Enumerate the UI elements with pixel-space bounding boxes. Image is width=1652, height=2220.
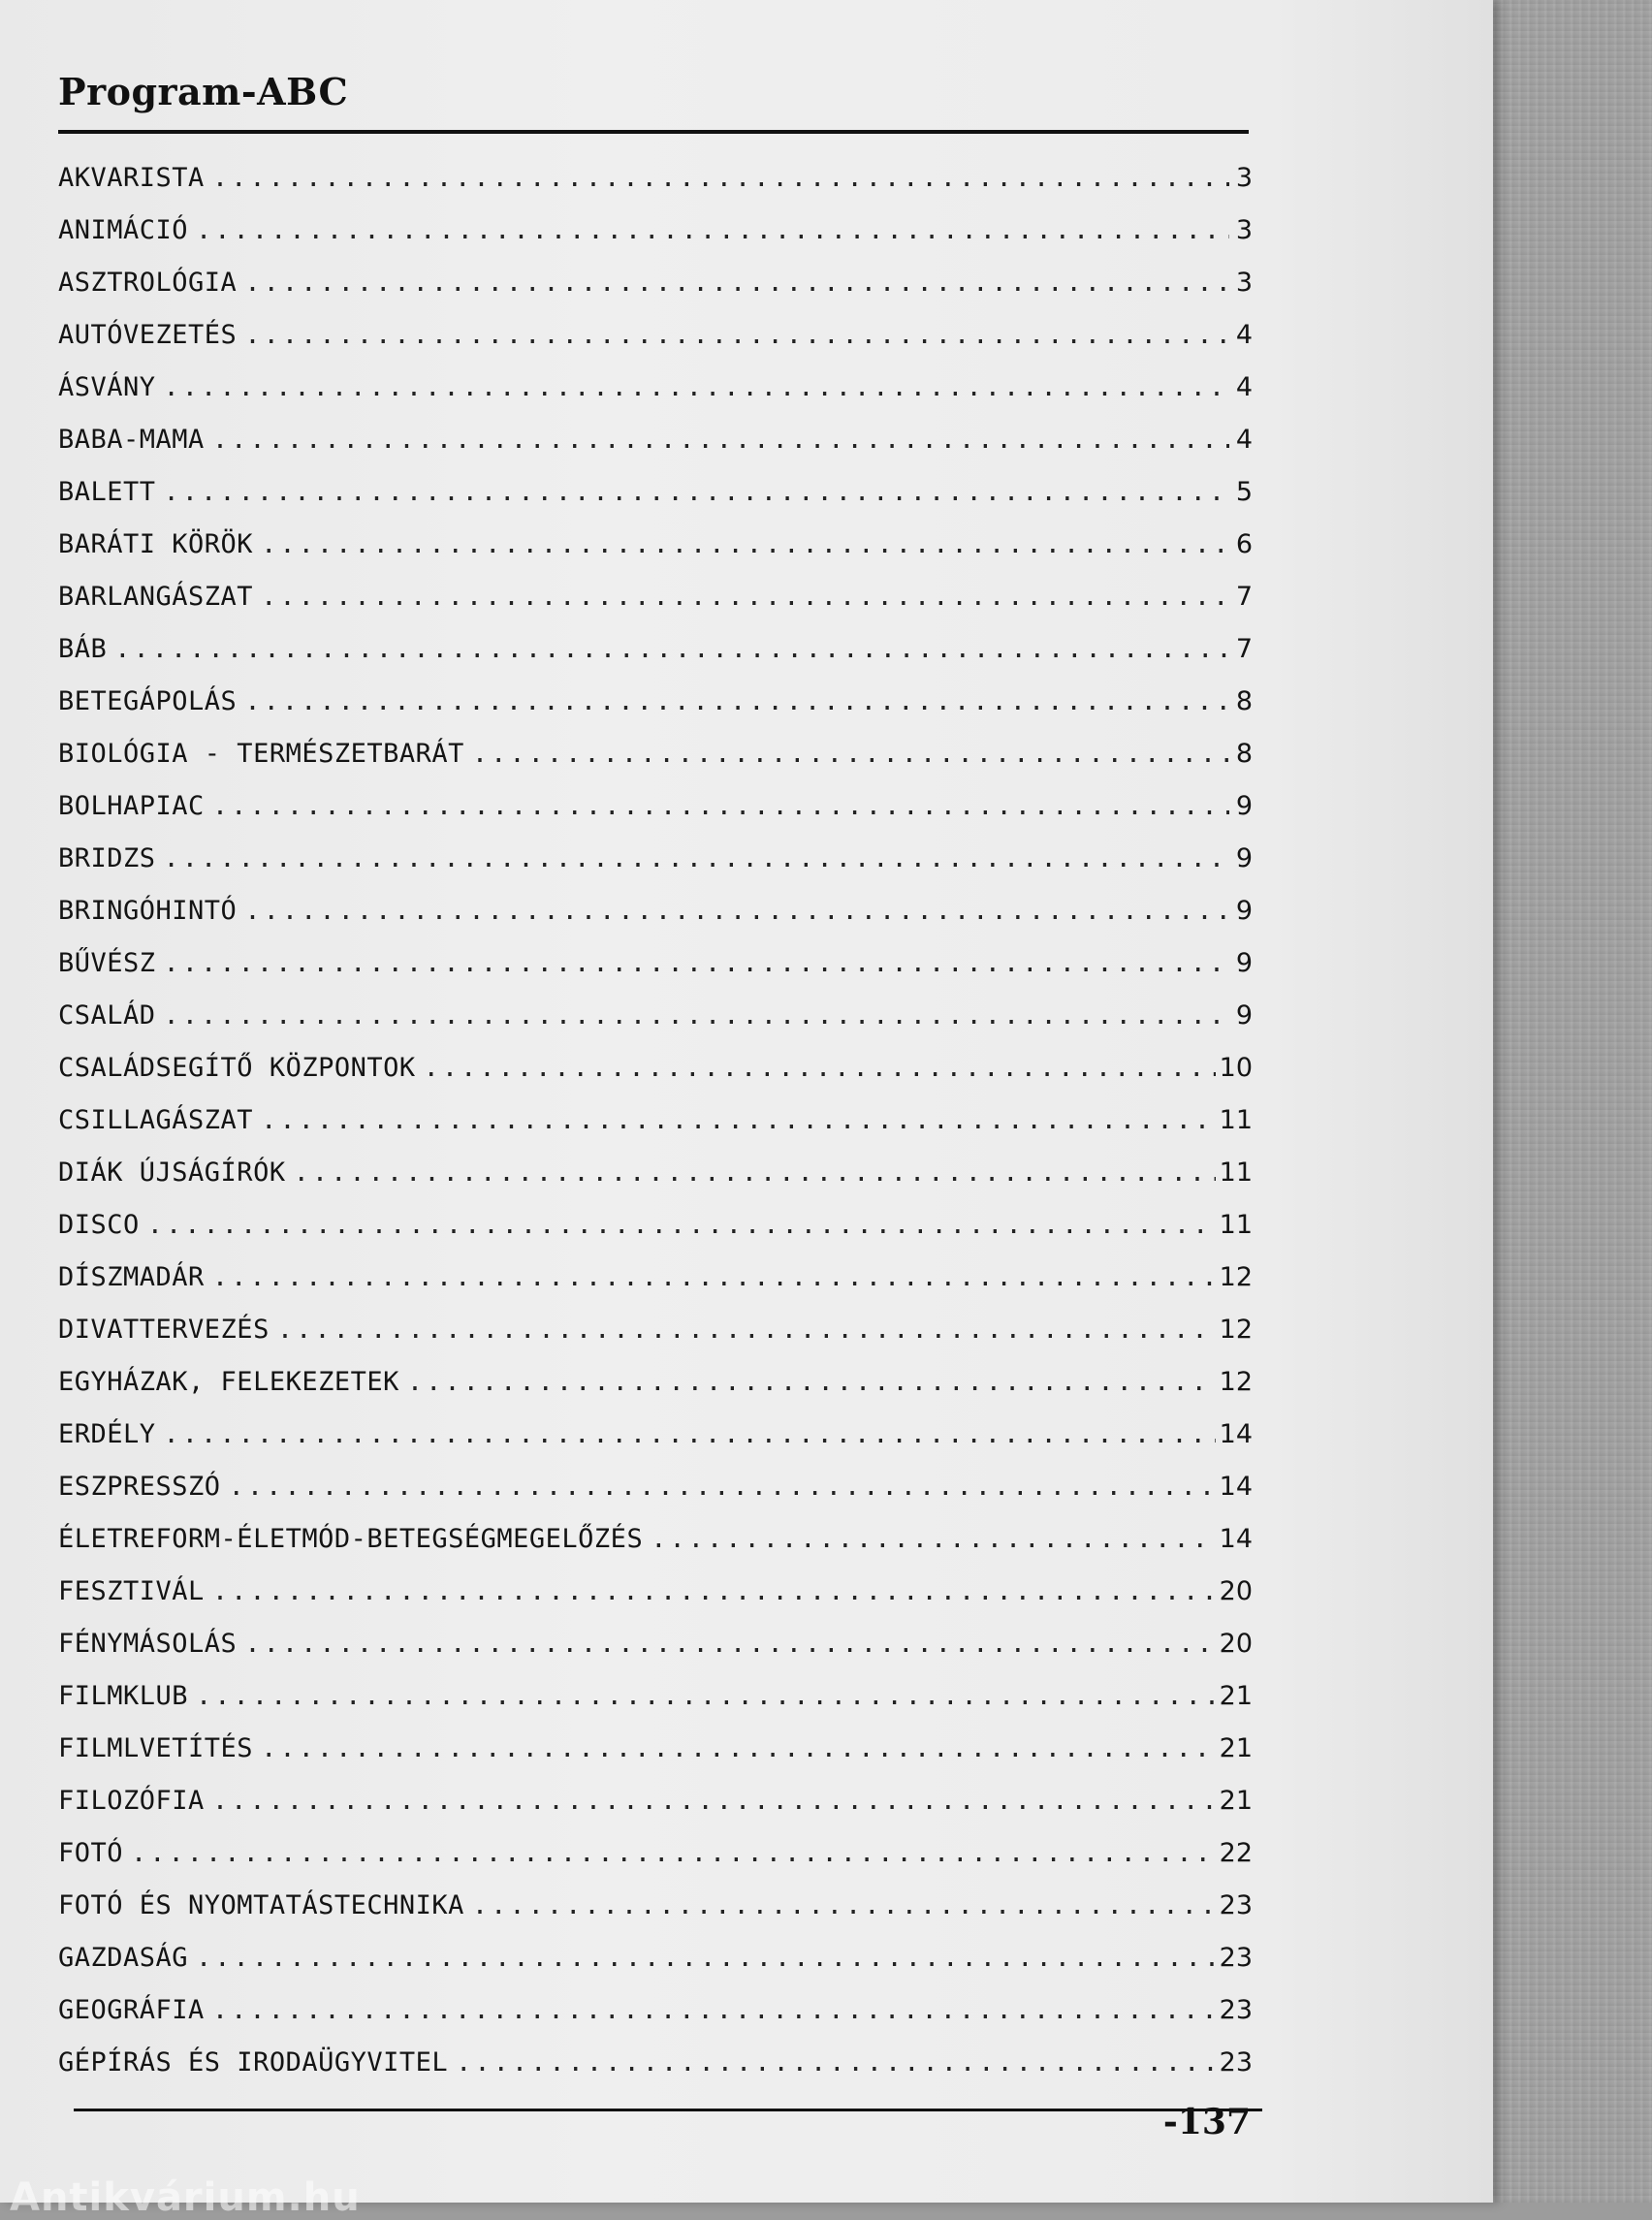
toc-entry (58, 1576, 1253, 1629)
toc-entry-label: BETEGÁPOLÁS (58, 686, 238, 716)
toc-entry-page: 11 (1219, 1158, 1253, 1188)
toc-entry (58, 163, 1253, 215)
toc-entry (58, 791, 1253, 843)
toc-entry-label: CSALÁD (58, 1000, 156, 1031)
dot-leader (456, 2047, 1216, 2077)
toc-entry-page: 7 (1235, 634, 1253, 664)
toc-entry-label: ANIMÁCIÓ (58, 215, 189, 245)
toc-entry-page: 3 (1235, 215, 1253, 245)
toc-entry-label: AKVARISTA (58, 163, 205, 193)
toc-entry-page: 8 (1235, 686, 1253, 716)
dot-leader (424, 1053, 1216, 1083)
toc-entry-page: 10 (1219, 1053, 1253, 1083)
dot-leader (294, 1158, 1216, 1188)
toc-entry-page: 9 (1235, 1000, 1253, 1031)
toc-entry (58, 1472, 1253, 1524)
toc-entry-label: GEOGRÁFIA (58, 1995, 205, 2025)
toc-entry-page: 9 (1235, 843, 1253, 873)
toc-entry (58, 1733, 1253, 1786)
toc-entry (58, 843, 1253, 896)
toc-entry-label: BARÁTI KÖRÖK (58, 529, 254, 559)
toc-entry-page: 23 (1219, 1995, 1253, 2025)
toc-entry-page: 21 (1219, 1786, 1253, 1816)
toc-entry-page: 11 (1219, 1105, 1253, 1135)
toc-entry-label: ÉLETREFORM-ÉLETMÓD-BETEGSÉGMEGELŐZÉS (58, 1524, 644, 1554)
toc-entry-page: 23 (1219, 1890, 1253, 1920)
dot-leader (164, 372, 1229, 402)
toc-entry-label: ASZTROLÓGIA (58, 268, 238, 298)
dot-leader (244, 686, 1229, 716)
dot-leader (229, 1472, 1216, 1502)
toc-entry (58, 1943, 1253, 1995)
toc-entry (58, 320, 1253, 372)
dot-leader (212, 425, 1229, 455)
dot-leader (212, 791, 1229, 821)
toc-entry-label: AUTÓVEZETÉS (58, 320, 238, 350)
toc-entry (58, 1367, 1253, 1419)
toc-entry-page: 9 (1235, 791, 1253, 821)
toc-entry-page: 14 (1219, 1524, 1253, 1554)
dot-leader (212, 1576, 1216, 1606)
toc-entry (58, 1053, 1253, 1105)
toc-entry (58, 948, 1253, 1000)
toc-entry (58, 896, 1253, 948)
dot-leader (147, 1210, 1216, 1240)
toc-entry-label: BABA-MAMA (58, 425, 205, 455)
dot-leader (212, 1262, 1216, 1292)
toc-entry-label: CSALÁDSEGÍTŐ KÖZPONTOK (58, 1053, 416, 1083)
toc-entry (58, 1524, 1253, 1576)
dot-leader (212, 163, 1229, 193)
dot-leader (131, 1838, 1216, 1868)
toc-entry (58, 582, 1253, 634)
dot-leader (261, 1733, 1216, 1763)
table-of-contents (58, 163, 1253, 2100)
toc-entry-page: 11 (1219, 1210, 1253, 1240)
toc-entry-label: FILMLVETÍTÉS (58, 1733, 254, 1763)
toc-entry-label: GÉPÍRÁS ÉS IRODAÜGYVITEL (58, 2047, 449, 2077)
toc-entry (58, 1995, 1253, 2047)
toc-entry (58, 1315, 1253, 1367)
toc-entry-page: 7 (1235, 582, 1253, 612)
dot-leader (472, 739, 1229, 769)
dot-leader (196, 215, 1229, 245)
toc-entry-page: 21 (1219, 1733, 1253, 1763)
toc-entry-page: 23 (1219, 1943, 1253, 1973)
toc-entry-label: FOTÓ ÉS NYOMTATÁSTECHNIKA (58, 1890, 464, 1920)
toc-entry-page: 6 (1235, 529, 1253, 559)
dot-leader (244, 268, 1229, 298)
toc-entry-label: ÁSVÁNY (58, 372, 156, 402)
dot-leader (212, 1786, 1216, 1816)
dot-leader (164, 477, 1229, 507)
toc-entry (58, 372, 1253, 425)
toc-entry-page: 20 (1219, 1629, 1253, 1659)
toc-entry-label: BARLANGÁSZAT (58, 582, 254, 612)
toc-entry-page: 12 (1219, 1315, 1253, 1345)
toc-entry (58, 1890, 1253, 1943)
toc-entry-page: 9 (1235, 896, 1253, 926)
watermark: Antikvárium.hu (10, 2175, 361, 2220)
toc-entry (58, 1838, 1253, 1890)
toc-entry (58, 1000, 1253, 1053)
toc-entry-page: 9 (1235, 948, 1253, 978)
toc-entry (58, 215, 1253, 268)
toc-entry-label: DIÁK ÚJSÁGÍRÓK (58, 1158, 286, 1188)
toc-entry-page: 12 (1219, 1367, 1253, 1397)
toc-entry-page: 14 (1219, 1472, 1253, 1502)
toc-entry-page: 23 (1219, 2047, 1253, 2077)
toc-entry (58, 2047, 1253, 2100)
toc-entry (58, 1210, 1253, 1262)
toc-entry-label: BRIDZS (58, 843, 156, 873)
toc-entry (58, 1419, 1253, 1472)
toc-entry-label: FESZTIVÁL (58, 1576, 205, 1606)
toc-entry-label: BÁB (58, 634, 108, 664)
toc-entry-label: DISCO (58, 1210, 140, 1240)
dot-leader (244, 320, 1229, 350)
dot-leader (472, 1890, 1216, 1920)
toc-entry-label: CSILLAGÁSZAT (58, 1105, 254, 1135)
toc-entry-page: 21 (1219, 1681, 1253, 1711)
toc-entry-page: 20 (1219, 1576, 1253, 1606)
toc-entry (58, 634, 1253, 686)
toc-entry-label: BALETT (58, 477, 156, 507)
toc-entry (58, 1262, 1253, 1315)
toc-entry-label: FÉNYMÁSOLÁS (58, 1629, 238, 1659)
page-number: -137 (1162, 2102, 1251, 2142)
dot-leader (244, 896, 1229, 926)
dot-leader (277, 1315, 1216, 1345)
dot-leader (196, 1681, 1216, 1711)
toc-entry (58, 529, 1253, 582)
dot-leader (164, 1000, 1229, 1031)
toc-entry (58, 739, 1253, 791)
toc-entry-page: 3 (1235, 268, 1253, 298)
dot-leader (164, 1419, 1216, 1449)
toc-entry (58, 1681, 1253, 1733)
dot-leader (114, 634, 1229, 664)
toc-entry-label: BRINGÓHINTÓ (58, 896, 238, 926)
toc-entry-page: 8 (1235, 739, 1253, 769)
toc-entry (58, 1158, 1253, 1210)
toc-entry-label: BŰVÉSZ (58, 948, 156, 978)
toc-entry (58, 1105, 1253, 1158)
toc-entry-page: 4 (1235, 372, 1253, 402)
dot-leader (196, 1943, 1216, 1973)
dot-leader (261, 529, 1229, 559)
toc-entry (58, 1629, 1253, 1681)
dot-leader (212, 1995, 1216, 2025)
toc-entry-page: 4 (1235, 425, 1253, 455)
toc-entry (58, 1786, 1253, 1838)
dot-leader (261, 1105, 1216, 1135)
toc-entry-label: DÍSZMADÁR (58, 1262, 205, 1292)
toc-entry-label: ESZPRESSZÓ (58, 1472, 221, 1502)
dot-leader (164, 843, 1229, 873)
title-divider (58, 130, 1249, 134)
toc-entry-label: BIOLÓGIA - TERMÉSZETBARÁT (58, 739, 464, 769)
dot-leader (261, 582, 1229, 612)
dot-leader (407, 1367, 1216, 1397)
page-title: Program-ABC (58, 70, 349, 113)
footer-divider (74, 2109, 1262, 2111)
toc-entry (58, 425, 1253, 477)
toc-entry-page: 5 (1235, 477, 1253, 507)
toc-entry-label: BOLHAPIAC (58, 791, 205, 821)
toc-entry (58, 477, 1253, 529)
toc-entry-label: GAZDASÁG (58, 1943, 189, 1973)
dot-leader (651, 1524, 1215, 1554)
toc-entry (58, 268, 1253, 320)
dot-leader (244, 1629, 1215, 1659)
toc-entry-label: FOTÓ (58, 1838, 124, 1868)
toc-entry-page: 22 (1219, 1838, 1253, 1868)
toc-entry-label: FILMKLUB (58, 1681, 189, 1711)
toc-entry-label: DIVATTERVEZÉS (58, 1315, 270, 1345)
toc-entry-page: 14 (1219, 1419, 1253, 1449)
toc-entry-label: EGYHÁZAK, FELEKEZETEK (58, 1367, 399, 1397)
toc-entry-label: FILOZÓFIA (58, 1786, 205, 1816)
toc-entry-page: 3 (1235, 163, 1253, 193)
dot-leader (164, 948, 1229, 978)
toc-entry-label: ERDÉLY (58, 1419, 156, 1449)
toc-entry (58, 686, 1253, 739)
toc-entry-page: 4 (1235, 320, 1253, 350)
toc-entry-page: 12 (1219, 1262, 1253, 1292)
